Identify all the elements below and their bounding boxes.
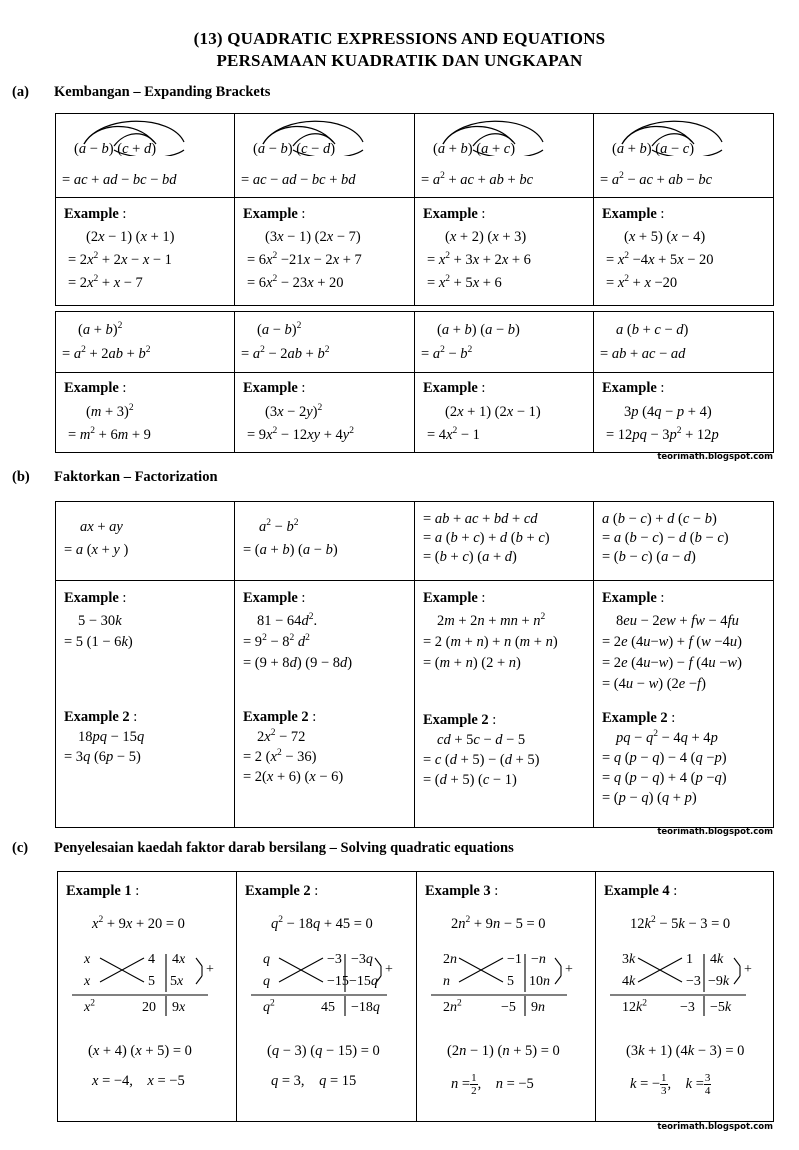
factor-example-label-1-colon: : xyxy=(297,590,306,606)
title-line-2: PERSAMAAN KUADRATIK DAN UNGKAPAN xyxy=(216,51,583,70)
expand2-example-label-1-colon: : xyxy=(297,380,306,396)
factor-example2-line-1-2: = 2(x + 6) (x − 6) xyxy=(243,769,344,785)
factor-example-label-3-text: Example xyxy=(602,590,657,606)
factor-example2-label-3-colon: : xyxy=(667,710,676,726)
factor-example-label-1 xyxy=(243,589,305,607)
expand2-example-cell-3 xyxy=(594,373,774,453)
factor-example-label-0-colon: : xyxy=(118,590,127,606)
expand1-formula-2: (a + b) (a + c) xyxy=(433,141,516,157)
watermark-3: teorimath.blogspot.com xyxy=(657,1122,773,1132)
expand2-rule-cell-1 xyxy=(235,312,415,373)
solve-grid-cell-2-8: 9n xyxy=(531,1000,545,1015)
section-b-label: (b) xyxy=(12,469,30,485)
expand1-example-line-1-1: = $6x^2 -21x - 2x + 7$ xyxy=(247,251,362,268)
solve-roots-0 xyxy=(92,1072,185,1090)
factor-rule-line-1-1: = (a + b) (a − b) xyxy=(243,542,338,558)
expand2-example-line-1-0: $(3x - 2y)^2$ xyxy=(265,403,323,420)
solve-table xyxy=(57,871,774,1122)
expand2-result-3: = ab + ac − ad xyxy=(600,346,686,362)
expand2-example-label-2-colon: : xyxy=(477,380,486,396)
solve-example-label-2-text: Example 3 xyxy=(425,883,491,899)
expand2-example-cell-0 xyxy=(56,373,235,453)
factor-example2-line-1-0: $2x^2 - 72$ xyxy=(257,728,306,745)
factor-example2-label-0 xyxy=(64,708,137,726)
factor-example-label-3 xyxy=(602,589,664,607)
expand1-example-line-1-2: = $6x^2 - 23x + 20$ xyxy=(247,274,344,291)
solve-grid-cell-1-2: −3q xyxy=(351,952,373,967)
solve-root-b-2: n = −5 xyxy=(495,1075,534,1092)
solve-equation-1: $q^2 - 18q + 45 = 0$ xyxy=(271,915,373,932)
expand1-example-cell-3 xyxy=(594,198,774,306)
expand1-example-label-3-text: Example xyxy=(602,206,657,222)
expand1-result-1: = ac − ad − bc + bd xyxy=(241,172,356,188)
expand1-example-cell-1 xyxy=(235,198,415,306)
factor-rule-line-2-1: = a (b + c) + d (b + c) xyxy=(423,530,550,546)
solve-root-a-3: k = − xyxy=(630,1075,661,1092)
factor-example2-label-3-text: Example 2 xyxy=(602,710,668,726)
solve-grid-cell-3-3: 4k xyxy=(622,974,636,989)
solve-root-a-frac-2-den: 2 xyxy=(471,1085,477,1097)
solve-cell-3 xyxy=(596,872,774,1122)
expand1-example-label-1-colon: : xyxy=(297,206,306,222)
factor-example2-label-1 xyxy=(243,708,316,726)
factor-example-label-0 xyxy=(64,589,126,607)
factor-example2-label-2-text: Example 2 xyxy=(423,712,489,728)
solve-grid-cell-3-8: −5k xyxy=(710,1000,732,1015)
factor-example2-line-0-0: 18pq − 15q xyxy=(78,729,145,745)
solve-roots-2 xyxy=(451,1072,534,1097)
factor-example2-line-2-0: cd + 5c − d − 5 xyxy=(437,732,526,748)
expand2-example-label-0 xyxy=(64,379,126,397)
solve-grid-cell-0-8: 9x xyxy=(172,1000,186,1015)
factor-example-label-1-text: Example xyxy=(243,590,298,606)
section-c-label: (c) xyxy=(12,840,29,856)
expand1-example-label-2-text: Example xyxy=(423,206,478,222)
solve-root-a-2: n = xyxy=(451,1075,471,1092)
factor-example1-line-2-0: 2m + 2n + mn + $n^2$ xyxy=(437,612,546,629)
factor-example2-line-1-1: = 2 $(x^2 - 36)$ xyxy=(243,748,317,765)
solve-root-a-frac-3 xyxy=(660,1072,668,1097)
solve-grid-cell-1-7: 45 xyxy=(321,1000,335,1015)
solve-grid-cell-0-7: 20 xyxy=(142,1000,156,1015)
expand2-example-line-0-1: = $m^2 + 6m + 9$ xyxy=(68,426,151,443)
expand1-example-label-0-colon: : xyxy=(118,206,127,222)
expand2-example-label-2 xyxy=(423,379,485,397)
expand1-example-label-2-colon: : xyxy=(477,206,486,222)
factor-example1-line-1-2: = (9 + 8d) (9 − 8d) xyxy=(243,655,353,671)
solve-root-a-1: q = 3, xyxy=(271,1073,305,1089)
solve-example-label-1 xyxy=(245,882,318,900)
factor-rule-line-0-0: ax + ay xyxy=(80,519,123,535)
expand1-result-2: = $a^2$ + ac + ab + bc xyxy=(421,171,533,188)
solve-grid-cell-0-1: 4 xyxy=(148,952,155,967)
factor-example-label-2 xyxy=(423,589,485,607)
expand1-example-line-3-2: = $x^2 + x -20$ xyxy=(606,274,678,291)
solve-root-comma-3: , xyxy=(667,1075,672,1092)
solve-grid-cell-1-6: $q^2$ xyxy=(263,998,275,1015)
expand2-rule-cell-0 xyxy=(56,312,235,373)
solve-grid-cell-2-7: −5 xyxy=(501,1000,516,1015)
expand1-example-label-1-text: Example xyxy=(243,206,298,222)
factor-rule-line-2-2: = (b + c) (a + d) xyxy=(423,549,517,565)
factor-example2-line-2-1: = c (d + 5) − (d + 5) xyxy=(423,752,540,768)
solve-example-label-2 xyxy=(425,882,498,900)
factor-example-cell-1 xyxy=(235,581,415,828)
solve-grid-cell-3-6: $12k^2$ xyxy=(622,998,647,1015)
expand2-example-label-2-text: Example xyxy=(423,380,478,396)
title-line-1: (13) QUADRATIC EXPRESSIONS AND EQUATIONS xyxy=(193,29,606,48)
expand2-rule-cell-3 xyxy=(594,312,774,373)
solve-roots-3 xyxy=(630,1072,711,1097)
expand1-example-line-3-1: = $x^2 -4x + 5x - 20$ xyxy=(606,251,714,268)
factor-example2-line-3-0: pq − $q^2 - 4q + 4p$ xyxy=(616,729,718,746)
expand1-example-label-0-text: Example xyxy=(64,206,119,222)
expand2-rule-cell-2 xyxy=(415,312,594,373)
expand2-example-label-3 xyxy=(602,379,664,397)
solve-root-a-frac-3-num: 1 xyxy=(661,1072,667,1084)
solve-grid-cell-3-0: 3k xyxy=(622,952,636,967)
solve-equation-3: $12k^2 - 5k - 3 = 0$ xyxy=(630,915,731,932)
solve-root-b-frac-3-den: 4 xyxy=(704,1085,711,1097)
expand1-result-3: = $a^2$ − ac + ab − bc xyxy=(600,171,712,188)
expand2-formula-2: (a + b) (a − b) xyxy=(437,322,520,338)
solve-factored-3: (3k + 1) (4k − 3) = 0 xyxy=(626,1043,745,1059)
solve-grid-cell-0-5: 5x xyxy=(170,974,184,989)
expand1-example-line-2-2: = $x^2 + 5x + 6$ xyxy=(427,274,502,291)
solve-root-b-frac-3-num: 3 xyxy=(704,1072,711,1084)
expand2-example-label-3-colon: : xyxy=(656,380,665,396)
factor-example-label-2-colon: : xyxy=(477,590,486,606)
expand1-example-label-1 xyxy=(243,205,305,223)
solve-root-b-0: x = −5 xyxy=(147,1073,185,1089)
solve-root-comma-2: , xyxy=(477,1075,482,1092)
expand1-example-line-2-1: = $x^2 + 3x + 2x + 6$ xyxy=(427,251,531,268)
section-b-title: Faktorkan – Factorization xyxy=(54,469,218,485)
expand2-result-2: = $a^2 - b^2$ xyxy=(421,345,473,362)
section-a-title: Kembangan – Expanding Brackets xyxy=(54,84,271,100)
expand2-example-label-0-colon: : xyxy=(118,380,127,396)
solve-cell-2 xyxy=(417,872,596,1122)
expand2-example-label-1-text: Example xyxy=(243,380,298,396)
solve-root-b-3: k = xyxy=(685,1075,704,1092)
solve-roots-1 xyxy=(271,1072,356,1090)
factor-example-label-3-colon: : xyxy=(656,590,665,606)
expand2-formula-1: $(a - b)^2$ xyxy=(257,321,302,338)
expand2-example-line-3-1: = $12pq - 3p^2 + 12p$ xyxy=(606,426,719,443)
expand1-example-label-3 xyxy=(602,205,664,223)
solve-root-a-frac-2-num: 1 xyxy=(471,1072,477,1084)
factor-example1-line-0-1: = 5 (1 − 6k) xyxy=(64,634,133,650)
solve-root-a-frac-2 xyxy=(470,1072,478,1097)
expand1-example-cell-2 xyxy=(415,198,594,306)
factor-example2-label-3 xyxy=(602,709,675,727)
factor-example-label-2-text: Example xyxy=(423,590,478,606)
factor-rule-line-3-2: = (b − c) (a − d) xyxy=(602,549,696,565)
solve-grid-cell-1-5: −15q xyxy=(349,974,378,989)
factor-table xyxy=(55,501,774,828)
solve-cell-1 xyxy=(237,872,417,1122)
solve-grid-cell-2-2: −n xyxy=(531,952,546,967)
factor-rule-line-3-1: = a (b − c) − d (b − c) xyxy=(602,530,729,546)
solve-plus-sign-2: + xyxy=(565,962,573,977)
factor-example1-line-2-1: = 2 (m + n) + n (m + n) xyxy=(423,634,558,650)
solve-grid-cell-2-5: 10n xyxy=(529,974,550,989)
solve-grid-cell-2-3: n xyxy=(443,974,450,989)
solve-grid-cell-3-5: −9k xyxy=(708,974,730,989)
factor-example1-line-3-3: = (4u − w) (2e −f) xyxy=(602,676,706,692)
solve-example-label-2-colon: : xyxy=(490,883,499,899)
expand-table-2 xyxy=(55,311,774,453)
solve-factored-1: (q − 3) (q − 15) = 0 xyxy=(267,1043,380,1059)
expand1-example-line-0-1: = $2x^2 + 2x - x - 1$ xyxy=(68,251,172,268)
section-a-label: (a) xyxy=(12,84,29,100)
watermark-1: teorimath.blogspot.com xyxy=(657,452,773,462)
factor-example1-line-1-0: $81 - 64d^2$. xyxy=(257,612,318,629)
watermark-2: teorimath.blogspot.com xyxy=(657,827,773,837)
factor-example2-line-3-2: = q (p − q) + 4 (p −q) xyxy=(602,770,727,786)
factor-example2-line-3-1: = q (p − q) − 4 (q −p) xyxy=(602,750,727,766)
factor-rule-line-1-0: $a^2 - b^2$ xyxy=(259,518,299,535)
expand2-example-label-0-text: Example xyxy=(64,380,119,396)
solve-factored-2: (2n − 1) (n + 5) = 0 xyxy=(447,1043,560,1059)
solve-equation-2: $2n^2 + 9n - 5 = 0$ xyxy=(451,915,546,932)
factor-rule-cell-2 xyxy=(415,502,594,581)
factor-example1-line-1-1: = $9^2 - 8^2$ $d^2$ xyxy=(243,633,310,650)
factor-example2-label-2 xyxy=(423,711,496,729)
expand1-rule-cell-1 xyxy=(235,114,415,198)
solve-grid-cell-2-0: 2n xyxy=(443,952,457,967)
expand-table-1 xyxy=(55,113,774,306)
solve-plus-sign-3: + xyxy=(744,962,752,977)
solve-grid-cell-0-6: $x^2$ xyxy=(84,998,95,1015)
expand1-example-line-2-0: (x + 2) (x + 3) xyxy=(445,229,527,245)
factor-example2-line-2-2: = (d + 5) (c − 1) xyxy=(423,772,517,788)
expand1-example-line-1-0: (3x − 1) (2x − 7) xyxy=(265,229,361,245)
solve-grid-cell-0-0: x xyxy=(84,952,91,967)
factor-example2-label-1-colon: : xyxy=(308,709,317,725)
factor-rule-line-2-0: = ab + ac + bd + cd xyxy=(423,511,538,527)
solve-root-a-0: x = −4, xyxy=(92,1073,133,1089)
section-c-title: Penyelesaian kaedah faktor darab bersilang – Solving quadratic equations xyxy=(54,840,514,856)
factor-rule-cell-0 xyxy=(56,502,235,581)
factor-example2-label-0-colon: : xyxy=(129,709,138,725)
solve-root-b-1: q = 15 xyxy=(319,1073,357,1089)
factor-example1-line-3-0: 8eu − 2ew + fw − 4fu xyxy=(616,613,739,629)
solve-equation-0: $x^2 + 9x + 20 = 0$ xyxy=(92,915,185,932)
solve-grid-cell-3-7: −3 xyxy=(680,1000,695,1015)
expand2-example-line-2-1: = $4x^2 - 1$ xyxy=(427,426,480,443)
solve-root-a-frac-3-den: 3 xyxy=(661,1085,667,1097)
expand2-example-cell-2 xyxy=(415,373,594,453)
solve-grid-cell-2-1: −1 xyxy=(507,952,522,967)
solve-root-b-frac-3 xyxy=(704,1072,712,1097)
solve-example-label-1-text: Example 2 xyxy=(245,883,311,899)
solve-grid-cell-3-2: 4k xyxy=(710,952,724,967)
expand2-example-cell-1 xyxy=(235,373,415,453)
solve-grid-cell-2-4: 5 xyxy=(507,974,514,989)
factor-example1-line-0-0: 5 − 30k xyxy=(78,613,122,629)
solve-grid-cell-1-3: q xyxy=(263,974,270,989)
expand2-example-label-1 xyxy=(243,379,305,397)
expand1-formula-3: (a + b) (a − c) xyxy=(612,141,695,157)
expand2-example-line-0-0: $(m + 3)^2$ xyxy=(86,403,134,420)
solve-grid-cell-3-4: −3 xyxy=(686,974,701,989)
solve-grid-cell-2-6: $2n^2$ xyxy=(443,998,462,1015)
solve-example-label-3-colon: : xyxy=(669,883,678,899)
solve-grid-cell-1-8: −18q xyxy=(351,1000,380,1015)
expand2-formula-0: $(a + b)^2$ xyxy=(78,321,123,338)
factor-example-cell-2 xyxy=(415,581,594,828)
factor-example2-line-0-1: = 3q (6p − 5) xyxy=(64,749,141,765)
expand1-example-label-2 xyxy=(423,205,485,223)
expand1-formula-1: (a − b) (c − d) xyxy=(253,141,336,157)
solve-grid-cell-0-4: 5 xyxy=(148,974,155,989)
expand1-rule-cell-0 xyxy=(56,114,235,198)
solve-grid-cell-0-2: 4x xyxy=(172,952,186,967)
factor-example2-label-0-text: Example 2 xyxy=(64,709,130,725)
factor-example1-line-3-1: = 2e (4u−w) + f (w −4u) xyxy=(602,634,742,650)
solve-example-label-0-colon: : xyxy=(131,883,140,899)
expand1-example-line-0-2: = $2x^2 + x - 7$ xyxy=(68,274,143,291)
solve-plus-sign-1: + xyxy=(385,962,393,977)
factor-example1-line-3-2: = 2e (4u−w) − f (4u −w) xyxy=(602,655,742,671)
expand1-example-cell-0 xyxy=(56,198,235,306)
solve-factored-0: (x + 4) (x + 5) = 0 xyxy=(88,1043,192,1059)
factor-example-label-0-text: Example xyxy=(64,590,119,606)
expand1-example-label-0 xyxy=(64,205,126,223)
solve-example-label-0 xyxy=(66,882,139,900)
expand1-result-0: = ac + ad − bc − bd xyxy=(62,172,177,188)
solve-example-label-0-text: Example 1 xyxy=(66,883,132,899)
factor-rule-cell-3 xyxy=(594,502,774,581)
expand2-example-line-3-0: 3p (4q − p + 4) xyxy=(624,404,712,420)
factor-example-cell-3 xyxy=(594,581,774,828)
factor-example2-label-2-colon: : xyxy=(488,712,497,728)
expand2-result-1: = $a^2 - 2ab + b^2$ xyxy=(241,345,330,362)
solve-plus-sign-0: + xyxy=(206,962,214,977)
factor-example-cell-0 xyxy=(56,581,235,828)
factor-example1-line-2-2: = (m + n) (2 + n) xyxy=(423,655,521,671)
solve-example-label-3 xyxy=(604,882,677,900)
solve-grid-cell-3-1: 1 xyxy=(686,952,693,967)
expand2-example-label-3-text: Example xyxy=(602,380,657,396)
factor-rule-line-3-0: a (b − c) + d (c − b) xyxy=(602,511,717,527)
expand1-example-label-3-colon: : xyxy=(656,206,665,222)
expand2-formula-3: a (b + c − d) xyxy=(616,322,689,338)
solve-cell-0 xyxy=(58,872,237,1122)
expand2-result-0: = $a^2 + 2ab + b^2$ xyxy=(62,345,151,362)
expand1-example-line-0-0: (2x − 1) (x + 1) xyxy=(86,229,175,245)
factor-rule-line-0-1: = a (x + y ) xyxy=(64,542,129,558)
expand1-rule-cell-3 xyxy=(594,114,774,198)
expand2-example-line-1-1: = $9x^2 - 12xy + 4y^2$ xyxy=(247,426,354,443)
factor-example2-line-3-3: = (p − q) (q + p) xyxy=(602,790,697,806)
solve-grid-cell-0-3: x xyxy=(84,974,91,989)
expand1-example-line-3-0: (x + 5) (x − 4) xyxy=(624,229,706,245)
solve-grid-cell-1-4: −15 xyxy=(327,974,349,989)
solve-grid-cell-1-1: −3 xyxy=(327,952,342,967)
solve-grid-cell-1-0: q xyxy=(263,952,270,967)
factor-example2-label-1-text: Example 2 xyxy=(243,709,309,725)
expand1-formula-0: (a − b) (c + d) xyxy=(74,141,157,157)
solve-example-label-1-colon: : xyxy=(310,883,319,899)
solve-example-label-3-text: Example 4 xyxy=(604,883,670,899)
expand1-rule-cell-2 xyxy=(415,114,594,198)
factor-rule-cell-1 xyxy=(235,502,415,581)
expand2-example-line-2-0: (2x + 1) (2x − 1) xyxy=(445,404,541,420)
